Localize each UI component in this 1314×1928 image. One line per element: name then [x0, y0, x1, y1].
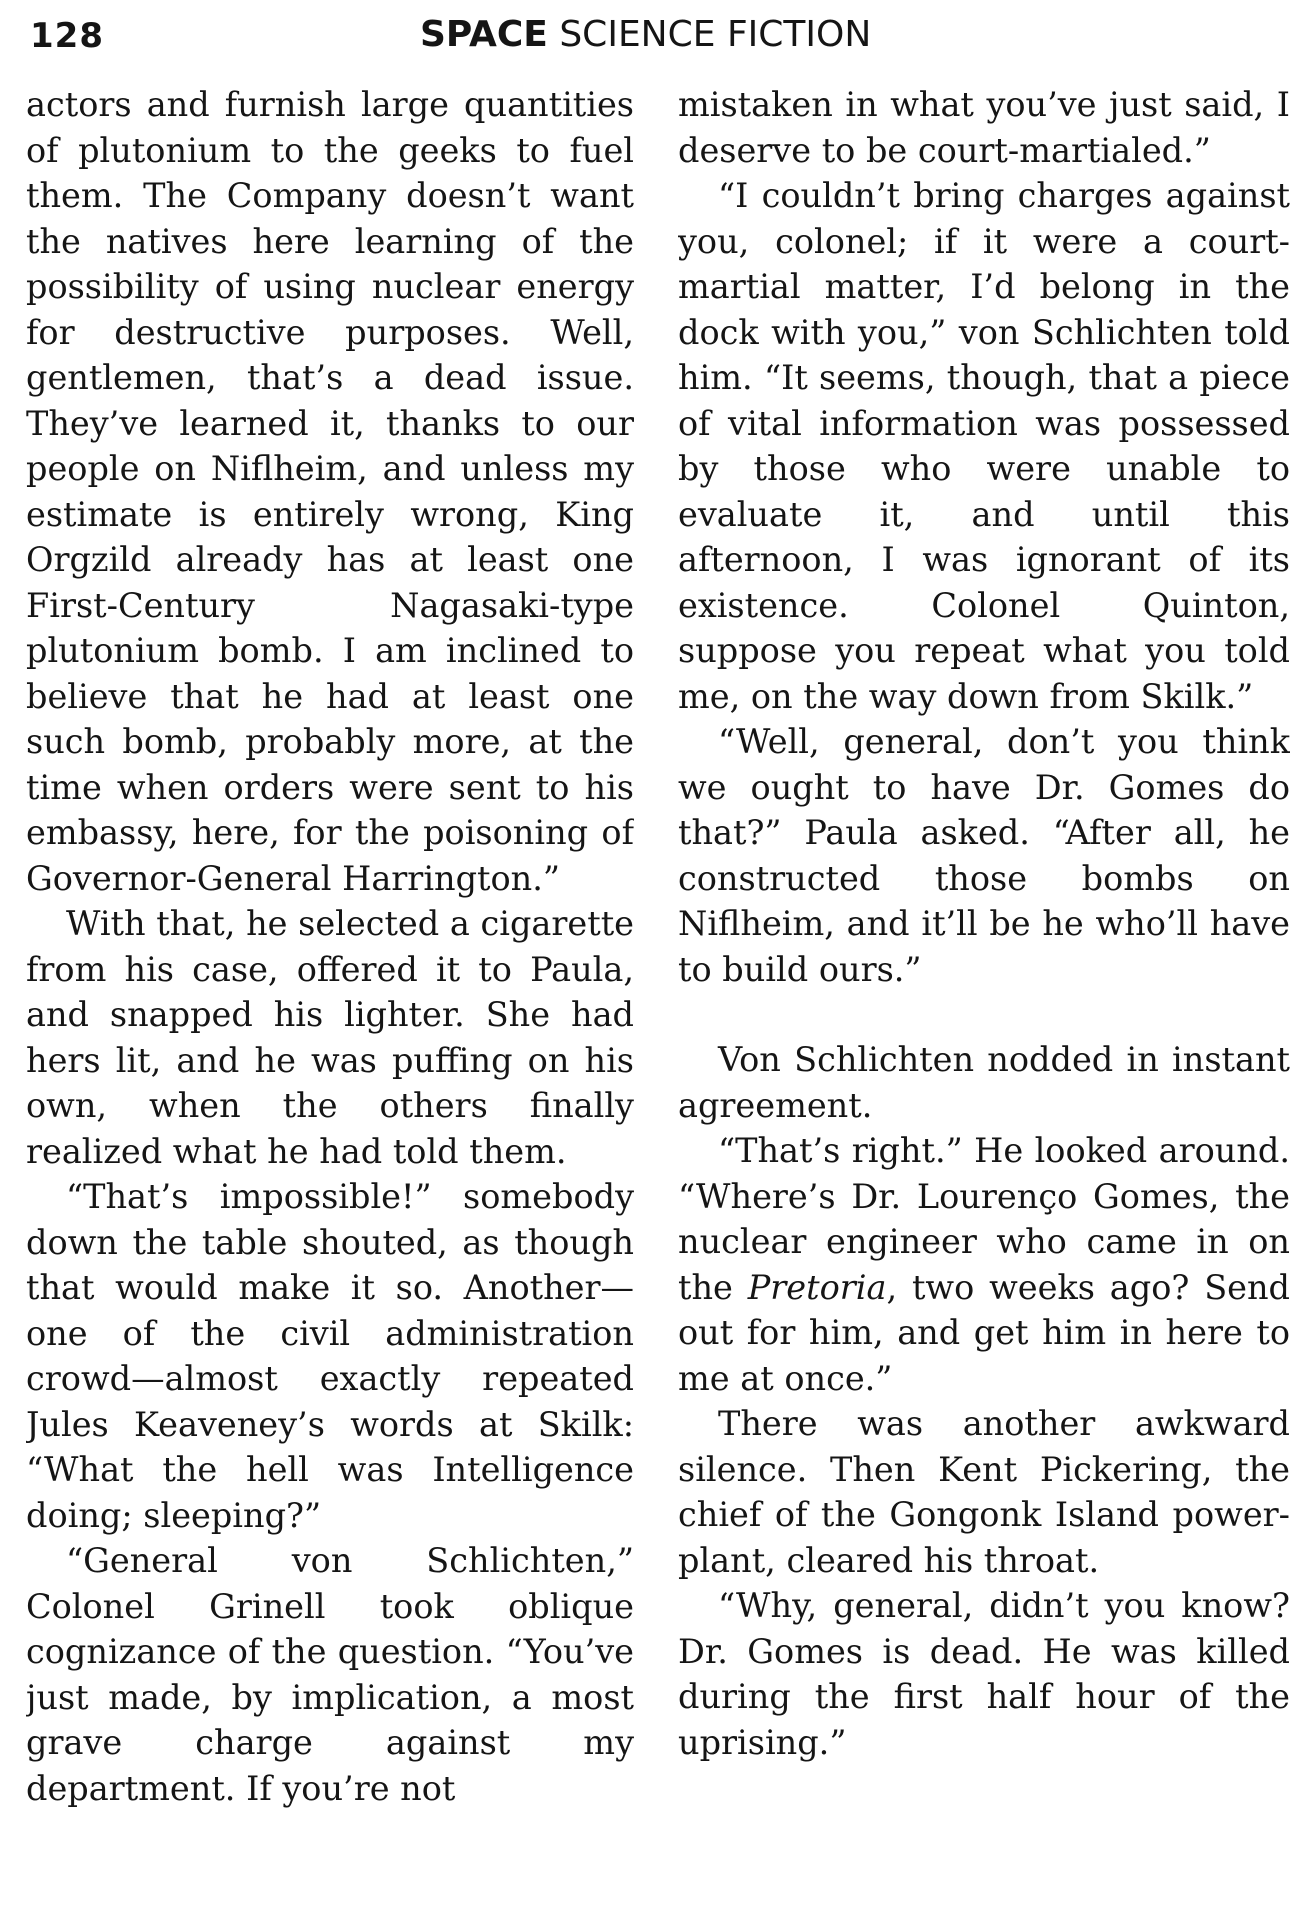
paragraph-text: “That’s right.” He looked around. “Where’s Dr. Lourenço Gomes, the nuclear engineer who came in on the	[678, 1131, 1290, 1307]
ship-name: Pretoria	[747, 1267, 887, 1307]
paragraph: There was another awkward silence. Then Kent Pickering, the chief of the Gongonk Island power-plant, cleared his throat.	[678, 1404, 1290, 1580]
paragraph-text: , two weeks ago? Send out for him, and get him in here to me at once.”	[678, 1267, 1290, 1398]
paragraph: mistaken in what you’ve just said, I deserve to be court-martialed.”	[678, 85, 1290, 170]
paragraph: actors and furnish large quantities of plutonium to the geeks to fuel them. The Company doesn’t want the natives here learning of the possibility of using nuclear energy for destructive purposes. Well, gentlemen, that’s a dead issue. They’ve learned it, thanks to our people on Niflheim, and unless my estimate is entirely wrong, King Orgzild already has at least one First-Century Nagasaki-type plutonium bomb. I am inclined to believe that he had at least one such bomb, probably more, at the time when orders were sent to his embassy, here, for the poisoning of Governor-General Harrington.”	[26, 85, 634, 898]
paragraph: “I couldn’t bring charges against you, colonel; if it were a court-martial matter, I’d belong in the dock with you,” von Schlichten told him. “It seems, though, that a piece of vital information was possessed by those who were unable to evaluate it, and until this afternoon, I was ignorant of its existence. Colonel Quinton, suppose you repeat what you told me, on the way down from Skilk.”	[678, 176, 1290, 716]
paragraph: “General von Schlichten,” Colonel Grinell took oblique cognizance of the question. “You’ve just made, by implication, a most grave charge against my department. If you’re not	[26, 1541, 634, 1808]
magazine-title-rest: SCIENCE FICTION	[547, 14, 872, 55]
running-header	[0, 0, 1314, 72]
paragraph: Von Schlichten nodded in instant agreement.	[678, 1040, 1290, 1125]
paragraph: “Why, general, didn’t you know? Dr. Gomes is dead. He was killed during the first half hour of the uprising.”	[678, 1586, 1290, 1762]
page-number: 128	[30, 16, 104, 56]
right-column	[678, 82, 1290, 1912]
magazine-title-bold: SPACE	[420, 14, 548, 55]
section-break	[678, 992, 1290, 1037]
paragraph: “Well, general, don’t you think we ought to have Dr. Gomes do that?” Paula asked. “After all, he constructed those bombs on Niflheim, and it’ll be he who’ll have to build ours.”	[678, 722, 1290, 989]
magazine-title	[420, 14, 871, 55]
paragraph: “That’s impossible!” somebody down the table shouted, as though that would make it so. Another—one of the civil administration crowd—almost exactly repeated Jules Keaveney’s words at Skilk: “What the hell was Intelligence doing; sleeping?”	[26, 1177, 634, 1535]
left-column	[26, 82, 634, 1912]
paragraph	[678, 1128, 1290, 1401]
paragraph: With that, he selected a cigarette from his case, offered it to Paula, and snapped his lighter. She had hers lit, and he was puffing on his own, when the others finally realized what he had told them.	[26, 904, 634, 1171]
